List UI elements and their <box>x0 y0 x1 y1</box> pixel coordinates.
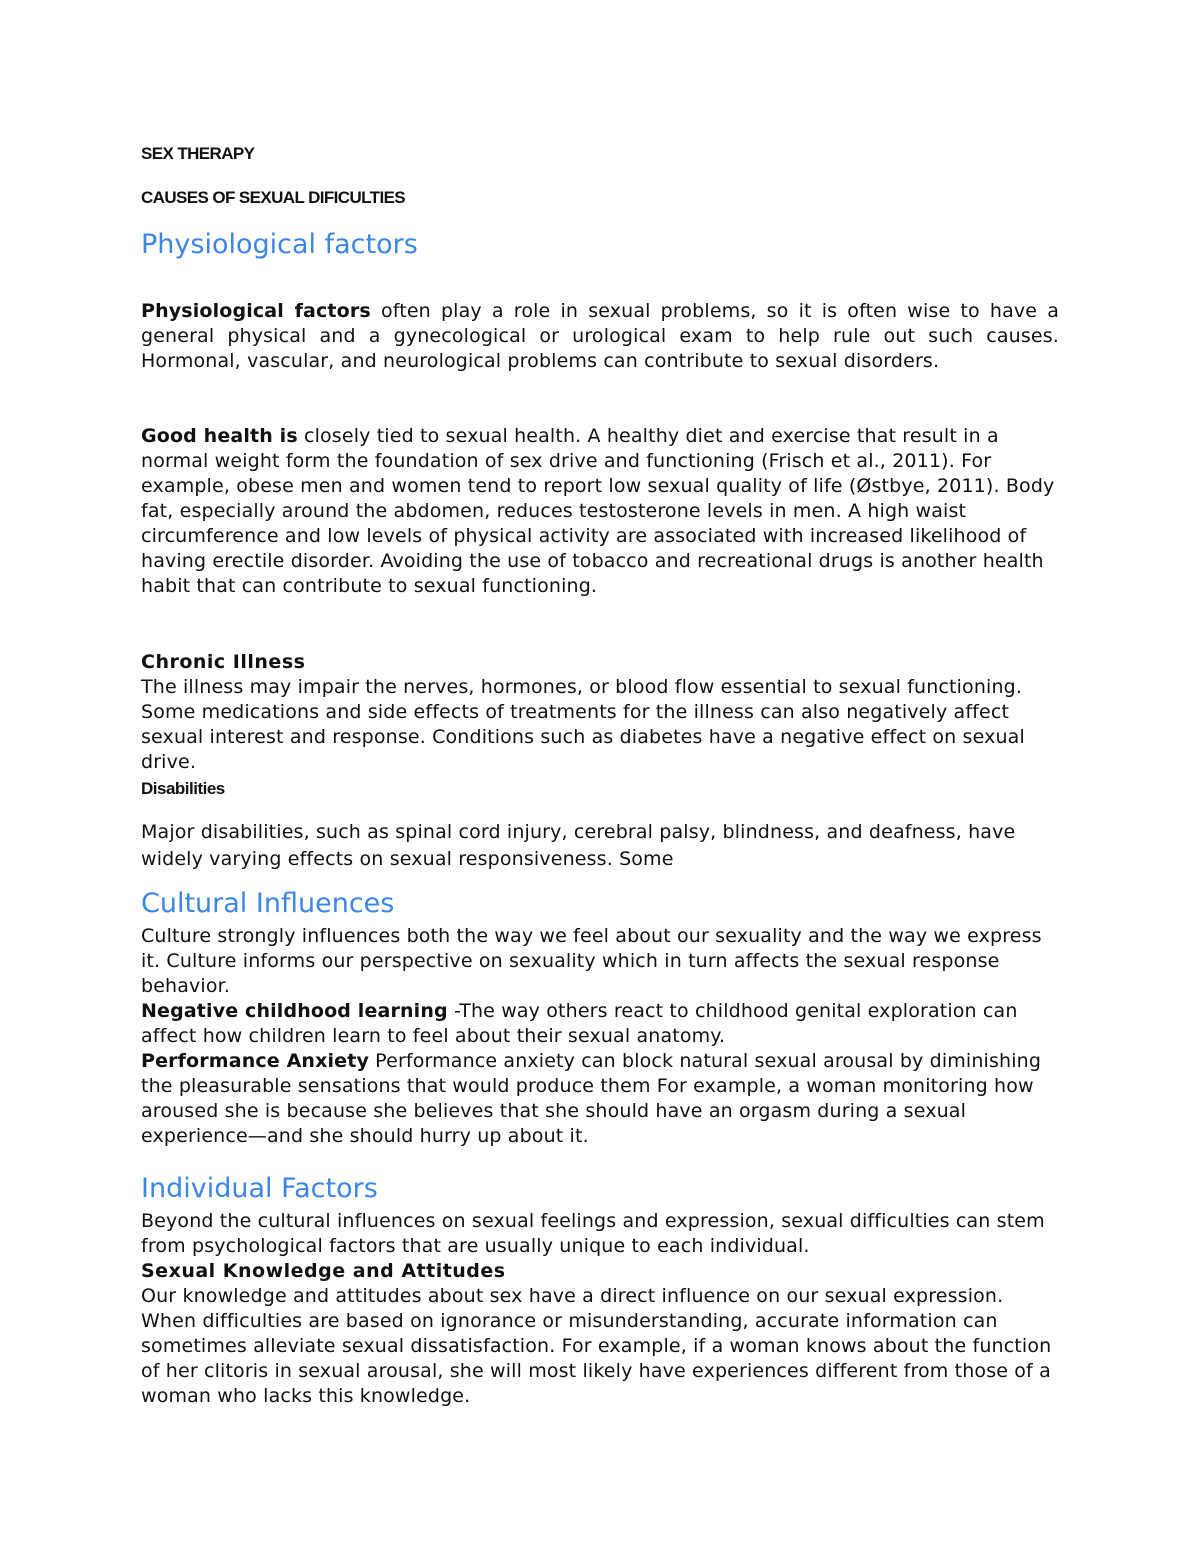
subheading-disabilities: Disabilities <box>141 779 225 798</box>
section-heading-physiological: Physiological factors <box>141 229 418 260</box>
paragraph-lead: Physiological factors <box>141 300 371 322</box>
section-heading-individual: Individual Factors <box>141 1173 378 1204</box>
paragraph-body: often play a role in sexual problems, so it is often wise to have a general physical and a gynecological or urological exam to help rule out such causes. Hormonal, vascular, and neurological problems can contribute to sexual disorders. <box>141 300 1060 372</box>
paragraph-body: closely tied to sexual health. A healthy diet and exercise that result in a normal weight form the foundation of sex drive and functioning (Frisch et al., 2011). For example, obese men and women tend to report low sexual quality of life (Østbye, 2011). Body fat, especially around the abdomen, reduces testosterone levels in men. A high waist circumference and low levels of physical activity are associated with increased likelihood of having erectile disorder. Avoiding the use of tobacco and recreational drugs is another health habit that can contribute to sexual functioning. <box>141 425 1055 597</box>
paragraph-lead: Performance Anxiety <box>141 1050 369 1072</box>
paragraph-cultural-intro: Culture strongly influences both the way we feel about our sexuality and the way we express it. Culture informs our perspective on sexuality which in turn affects the sexual response behavior. <box>141 925 1042 997</box>
section-heading-cultural: Cultural Influences <box>141 888 395 919</box>
paragraph-lead: Good health is <box>141 425 298 447</box>
subheading-sexual-knowledge: Sexual Knowledge and Attitudes <box>141 1260 506 1282</box>
document-subtitle: CAUSES OF SEXUAL DIFICULTIES <box>141 188 406 207</box>
paragraph-body: Performance anxiety can block natural sexual arousal by diminishing the pleasurable sensations that would produce them For example, a woman monitoring how aroused she is because she believes that she should have an orgasm during a sexual experience—and she should hurry up about it. <box>141 1050 1042 1147</box>
paragraph-disabilities: Major disabilities, such as spinal cord injury, cerebral palsy, blindness, and deafness, have widely varying effects on sexual responsiveness. Some <box>141 821 1016 870</box>
paragraph-individual-intro: Beyond the cultural influences on sexual feelings and expression, sexual difficulties can stem from psychological factors that are usually unique to each individual. <box>141 1210 1045 1257</box>
paragraph-body: -The way others react to childhood genital exploration can affect how children learn to feel about their sexual anatomy. <box>141 1000 1018 1047</box>
subheading-chronic-illness: Chronic Illness <box>141 651 306 673</box>
paragraph-negative-childhood-learning <box>141 999 1059 1049</box>
paragraph-performance-anxiety <box>141 1049 1059 1149</box>
paragraph-lead: Negative childhood learning <box>141 1000 448 1022</box>
document-title: SEX THERAPY <box>141 144 255 163</box>
paragraph-sexual-knowledge: Our knowledge and attitudes about sex have a direct influence on our sexual expression. When difficulties are based on ignorance or misunderstanding, accurate information can sometimes alleviate sexual dissatisfaction. For example, if a woman knows about the function of her clitoris in sexual arousal, she will most likely have experiences different from those of a woman who lacks this knowledge. <box>141 1285 1052 1407</box>
paragraph-good-health <box>141 424 1059 599</box>
paragraph-physiological-factors <box>141 299 1059 374</box>
paragraph-chronic-illness: The illness may impair the nerves, hormones, or blood flow essential to sexual functioning. Some medications and side effects of treatments for the illness can also negatively affect sexual interest and response. Conditions such as diabetes have a negative effect on sexual drive. <box>141 676 1025 773</box>
